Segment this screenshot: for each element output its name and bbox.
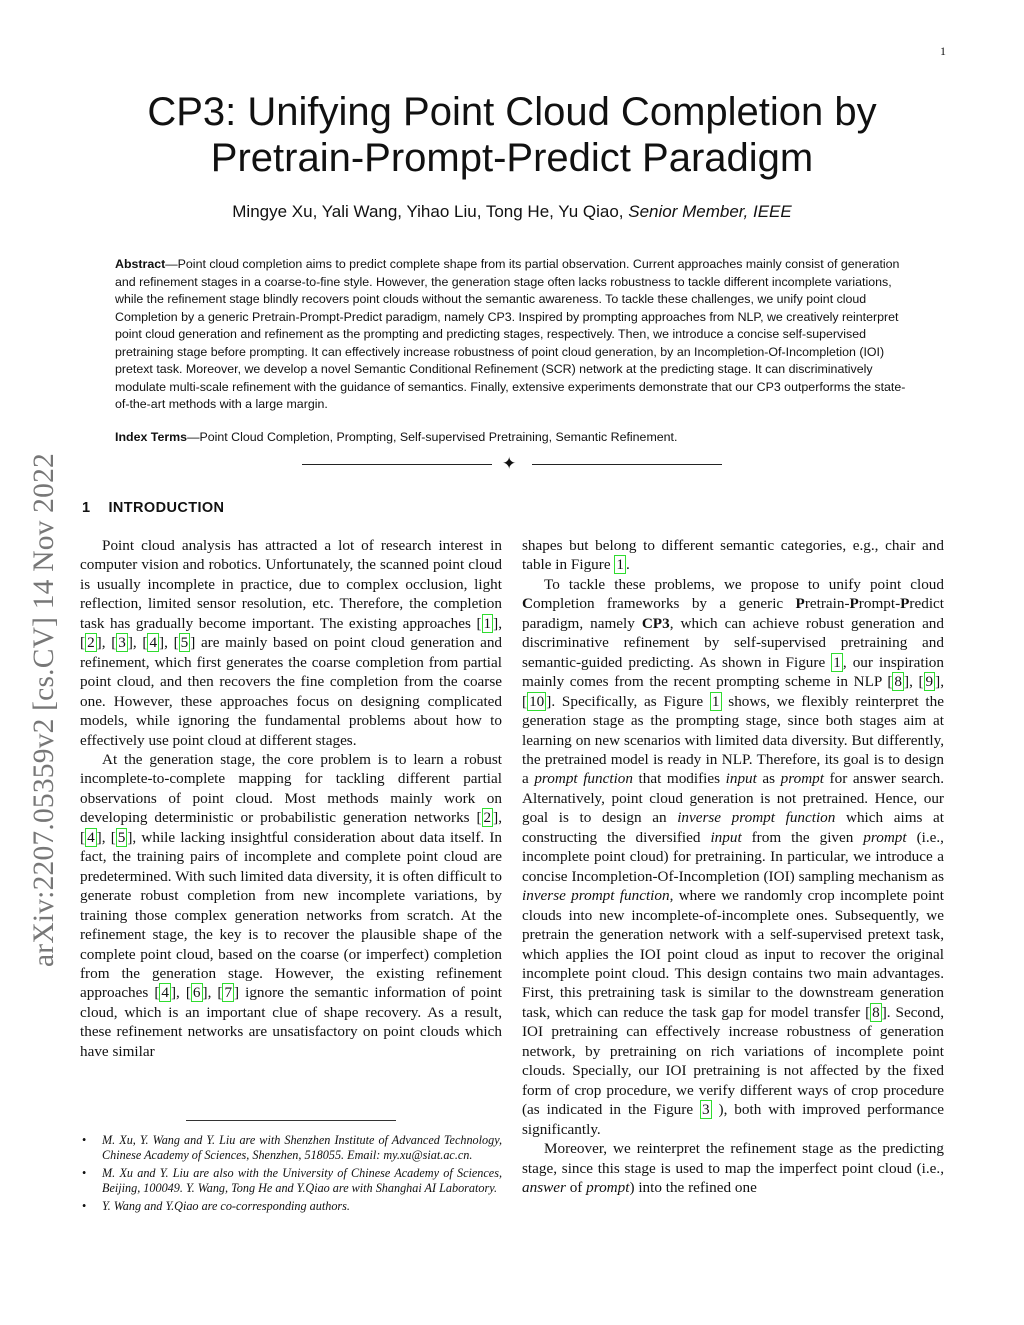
page-number: 1	[940, 44, 946, 58]
footnotes	[80, 1133, 502, 1217]
text-run: shapes but belong to different semantic categories, e.g., chair and table in Figure	[522, 537, 944, 574]
divider-line-left	[302, 464, 492, 465]
text-run: , while lacking insightful consideration about data itself. In fact, the training pairs of incomplete and complete point cloud are predetermined. With such limited data diversity, it is often difficult to generate robust completion from new incomplete variations, by training those complex generation networks from scratch. At the refinement stage, the key is to recover the plausible shape of the complete point cloud, based on the coarse (or imperfect) completion from the generation stage. However, the existing refinement approaches	[80, 828, 502, 1002]
citation-link[interactable]: 9	[925, 673, 934, 691]
footnote-text: M. Xu, Y. Wang and Y. Liu are with Shenzhen Institute of Advanced Technology, Chinese Academy of Sciences, Shenzhen, 518055. Email: my.xu@siat.ac.cn.	[102, 1133, 502, 1162]
citation-link[interactable]: 5	[180, 634, 189, 652]
emphasis: inverse prompt function	[522, 887, 670, 905]
citation-link[interactable]: 7	[224, 984, 233, 1002]
text-run: . Second, IOI pretraining can effectively increase robustness of generation network, by pretraining on rich variations of incomplete point clouds. Specially, our IOI pretraining is not affected by the fixed form of crop procedure, we verify different ways of crop procedure (as indicated in the Figure	[522, 1003, 944, 1119]
paper-title	[100, 89, 924, 181]
intro-paragraph-4	[522, 1139, 944, 1197]
bullet-icon: •	[82, 1199, 87, 1213]
separator: ,	[498, 809, 502, 827]
emphasis-letter: P	[900, 595, 910, 613]
citation-link[interactable]: 8	[894, 673, 903, 691]
math-term: prompt	[863, 828, 907, 846]
separator: ,	[176, 984, 186, 1002]
separator: ,	[909, 673, 919, 691]
footnote-rule	[186, 1120, 396, 1121]
text-run: (i.e., incomplete point cloud) for pretraining. In particular, we introduce a concise Incompletion-Of-Incompletion (IOI) sampling mechanism as	[522, 828, 944, 885]
text-run: from the given	[741, 828, 864, 846]
math-term: prompt	[780, 770, 824, 788]
text-run: Point cloud analysis has attracted a lot of research interest in computer vision and robotics. Unfortunately, the scanned point cloud is usually incomplete in practice, due to complex occlusion, light reflection, limited sensor resolution, etc. Therefore, the completion task has gradually become important. The existing approaches	[80, 537, 502, 632]
separator: ,	[132, 634, 143, 652]
footnote-item	[80, 1166, 502, 1196]
method-name: CP3	[641, 614, 670, 632]
math-term: input	[710, 828, 742, 846]
citation-link[interactable]: 4	[87, 828, 95, 846]
abstract-label: Abstract	[115, 257, 166, 271]
separator: ,	[940, 673, 944, 691]
arxiv-identifier: arXiv:2207.05359v2 [cs.CV] 14 Nov 2022	[28, 453, 60, 967]
emphasis-letter: C	[522, 595, 533, 613]
text-run: , which can achieve robust generation and discriminative refinement by self-supervised pretraining and semantic-guided predicting. As shown in Figure	[522, 614, 944, 671]
separator: ,	[101, 828, 111, 846]
author-list	[100, 202, 924, 222]
emphasis: prompt function	[534, 770, 633, 788]
citation-link[interactable]: 3	[118, 634, 126, 652]
text-run: as	[756, 770, 781, 788]
separator: ,	[207, 984, 218, 1002]
left-column	[80, 536, 502, 1061]
section-heading	[82, 500, 224, 516]
right-column	[522, 536, 944, 1197]
text-run: Moreover, we reinterpret the refinement stage as the predicting stage, since this stage is used to map the imperfect point cloud (i.e.,	[522, 1140, 944, 1177]
index-terms	[115, 429, 909, 446]
citation-link[interactable]: 6	[192, 984, 201, 1002]
figure-link[interactable]: 3	[702, 1101, 710, 1119]
figure-link[interactable]: 1	[616, 556, 624, 574]
citation-link[interactable]: 4	[161, 984, 169, 1002]
text-run: To tackle these problems, we propose to unify point cloud	[544, 575, 944, 593]
text-run: are mainly based on point cloud generation and refinement, which first generates the coarse completion from partial point cloud, and then recovers the fine completion from the coarse one. However, these approaches focus on designing complicated models, while ignoring the fundamental problems about how to effectively use point cloud at different stages.	[80, 634, 503, 749]
emphasis: inverse prompt function	[677, 809, 836, 827]
footnote-item	[80, 1199, 502, 1214]
footnote-item	[80, 1133, 502, 1163]
text-run: rompt-	[858, 595, 901, 613]
text-run: .	[625, 556, 630, 574]
figure-link[interactable]: 1	[833, 653, 841, 671]
separator: ,	[498, 614, 502, 632]
text-run: , our inspiration mainly comes from the recent prompting scheme in NLP	[522, 653, 944, 691]
figure-link[interactable]: 1	[711, 692, 720, 710]
emphasis-letter: P	[849, 595, 859, 613]
citation-link[interactable]: 8	[872, 1003, 880, 1021]
text-run: redict paradigm, namely	[522, 595, 944, 632]
citation-link[interactable]: 2	[483, 809, 492, 827]
text-run: which aims at constructing the diversified	[522, 809, 944, 846]
index-terms-text: —Point Cloud Completion, Prompting, Self-supervised Pretraining, Semantic Refinement.	[187, 430, 678, 444]
separator: ,	[101, 634, 112, 652]
divider-star-icon: ✦	[502, 454, 517, 473]
text-run: ) into the refined one	[629, 1178, 757, 1196]
intro-paragraph-3: To tackle these problems, we propose to unify point cloud Completion frameworks by a generic Pretrain-Prompt-Predict paradigm, namely CP3, which can achieve robust generation and discriminative refinement by self-supervised pretraining and semantic-guided predicting. As shown in Figure 1 , our inspiration mainly comes from the recent prompting scheme in NLP [ 8 ], [ 9 ], [ 10 ]. Specifically, as Figure 1 shows, we flexibly reinterpret the generation stage as the prompting stage, since both stages aim at learning on new scenarios with limited data diversity. But differently, the pretrained model is ready in NLP. Therefore, its goal is to design a prompt function that modifies input as prompt for answer search. Alternatively, point cloud generation is not pretrained. Hence, our goal is to design an inverse prompt function which aims at constructing the diversified input from the given prompt (i.e., incomplete point cloud) for pretraining. In particular, we introduce a concise Incompletion-Of-Incompletion (IOI) sampling mechanism as inverse prompt function, where we randomly crop incomplete point clouds into new incomplete-of-incomplete ones. Subsequently, we pretrain the generation network with a self-supervised pretext task, which applies the IOI point cloud as input to recover the original incomplete point cloud. This design contains two main advantages. First, this pretraining task is similar to the downstream generation task, which can reduce the task gap for model transfer [ 8 ]. Second, IOI pretraining can effectively increase robustness of generation network, by pretraining on rich variations of incomplete point clouds. Specially, our IOI pretraining is not affected by the fixed form of crop procedure, we verify different ways of crop procedure (as indicated in the Figure 3 ), both with improved performance significantly.	[522, 575, 944, 1138]
author-names: Mingye Xu, Yali Wang, Yihao Liu, Tong He, Yu Qiao,	[232, 202, 629, 221]
text-run: . Specifically, as Figure	[551, 692, 710, 710]
author-title-suffix: Senior Member, IEEE	[628, 202, 792, 221]
separator: ,	[164, 634, 174, 652]
citation-link[interactable]: 4	[149, 634, 158, 652]
section-title: INTRODUCTION	[108, 500, 225, 516]
text-run: for answer search. Alternatively, point cloud generation is not pretrained. Hence, our goal is to design an	[522, 770, 944, 827]
title-line-2: Pretrain-Prompt-Predict Paradigm	[210, 136, 814, 180]
citation-link[interactable]: 1	[483, 614, 492, 632]
abstract-text: —Point cloud completion aims to predict complete shape from its partial observation. Current approaches mainly consist of generation and refinement stages in a coarse-to-fine style. However, the generation stage often lacks robustness to tackle different incomplete variations, while the refinement stage blindly recovers point clouds without the semantic awareness. To tackle these challenges, we unify point cloud Completion by a generic Pretrain-Prompt-Predict paradigm, namely CP3. Inspired by prompting approaches from NLP, we creatively reinterpret point cloud generation and refinement as the prompting and predicting stages, respectively. Then, we introduce a concise self-supervised pretraining stage before prompting. It can effectively increase robustness of point cloud generation, by an Incompletion-Of-Incompletion (IOI) pretext task. Moreover, we develop a novel Semantic Conditional Refinement (SCR) network at the predicting stage. It can discriminatively modulate multi-scale refinement with the guidance of semantics. Finally, extensive experiments demonstrate that our CP3 outperforms the state-of-the-art methods with a large margin.	[115, 257, 906, 411]
intro-paragraph-continued	[522, 536, 944, 575]
citation-link[interactable]: 5	[117, 828, 126, 846]
footnote-text: M. Xu and Y. Liu are also with the University of Chinese Academy of Sciences, Beijing, 100049. Y. Wang, Tong He and Y.Qiao are with Shanghai AI Laboratory.	[102, 1166, 502, 1195]
section-number: 1	[82, 500, 91, 516]
emphasis-letter: P	[795, 595, 805, 613]
citation-link[interactable]: 2	[87, 634, 95, 652]
text-run: ), both with improved performance significantly.	[522, 1101, 944, 1138]
math-term: prompt	[586, 1178, 630, 1196]
intro-paragraph-2: At the generation stage, the core problem is to learn a robust incomplete-to-complete mapping for tackling different partial observations of point cloud. Most methods mainly work on developing deterministic or probabilistic generation networks [ 2 ], [ 4 ], [ 5 ], while lacking insightful consideration about data itself. In fact, the training pairs of incomplete and complete point cloud are predetermined. With such limited data diversity, it is often difficult to generate robust completion from new incomplete variations, by training those complex generation networks from scratch. At the refinement stage, the key is to recover the plausible shape of the complete point cloud, based on the coarse (or imperfect) completion from the generation stage. However, the existing refinement approaches [ 4 ], [ 6 ], [ 7 ] ignore the semantic information of point cloud, which is an important clue of shape recovery. As a result, these refinement networks are unsatisfactory on point clouds which have similar	[80, 750, 503, 1060]
text-run: that modifies	[632, 770, 726, 788]
bullet-icon: •	[82, 1133, 87, 1147]
index-terms-label: Index Terms	[115, 430, 188, 444]
intro-paragraph-1: Point cloud analysis has attracted a lot of research interest in computer vision and robotics. Unfortunately, the scanned point cloud is usually incomplete in practice, due to complex occlusion, light reflection, limited sensor resolution, etc. Therefore, the completion task has gradually become important. The existing approaches [ 1 ], [ 2 ], [ 3 ], [ 4 ], [ 5 ] are mainly based on point cloud generation and refinement, which first generates the coarse completion from partial point cloud, and then recovers the fine completion from the coarse one. However, these approaches focus on designing complicated models, while ignoring the fundamental problems about how to effectively use point cloud at different stages.	[80, 537, 503, 749]
text-run: , where we randomly crop incomplete point clouds into new incomplete-of-incomplete ones. Subsequently, we pretrain the generation network with a self-supervised pretext task, which applies the IOI point cloud as input to recover the original incomplete point cloud. This design contains two main advantages. First, this pretraining task is similar to the downstream generation task, which can reduce the task gap for model transfer	[522, 887, 944, 1021]
divider-line-right	[532, 464, 722, 465]
math-term: input	[725, 770, 757, 788]
text-run: ignore the semantic information of point cloud, which is an important clue of shape recovery. As a result, these refinement networks are unsatisfactory on point clouds which have similar	[80, 984, 503, 1060]
title-line-1: CP3: Unifying Point Cloud Completion by	[147, 90, 877, 134]
footnote-text: Y. Wang and Y.Qiao are co-corresponding authors.	[102, 1199, 350, 1213]
text-run: retrain-	[804, 595, 850, 613]
section-divider	[302, 455, 722, 475]
text-run: shows, we flexibly reinterpret the generation stage as the prompting stage, since both stages aim at learning on new scenarios with limited data diversity. But differently, the pretrained model is ready in NLP. Therefore, its goal is to design a	[522, 692, 944, 788]
citation-link[interactable]: 10	[529, 692, 545, 710]
text-run: ompletion frameworks by a generic	[532, 595, 796, 613]
abstract	[115, 256, 909, 414]
math-term: answer	[522, 1178, 566, 1196]
bullet-icon: •	[82, 1166, 87, 1180]
text-run: At the generation stage, the core problem is to learn a robust incomplete-to-complete mapping for tackling different partial observations of point cloud. Most methods mainly work on developing deterministic or probabilistic generation networks	[80, 750, 502, 827]
text-run: of	[565, 1178, 587, 1196]
